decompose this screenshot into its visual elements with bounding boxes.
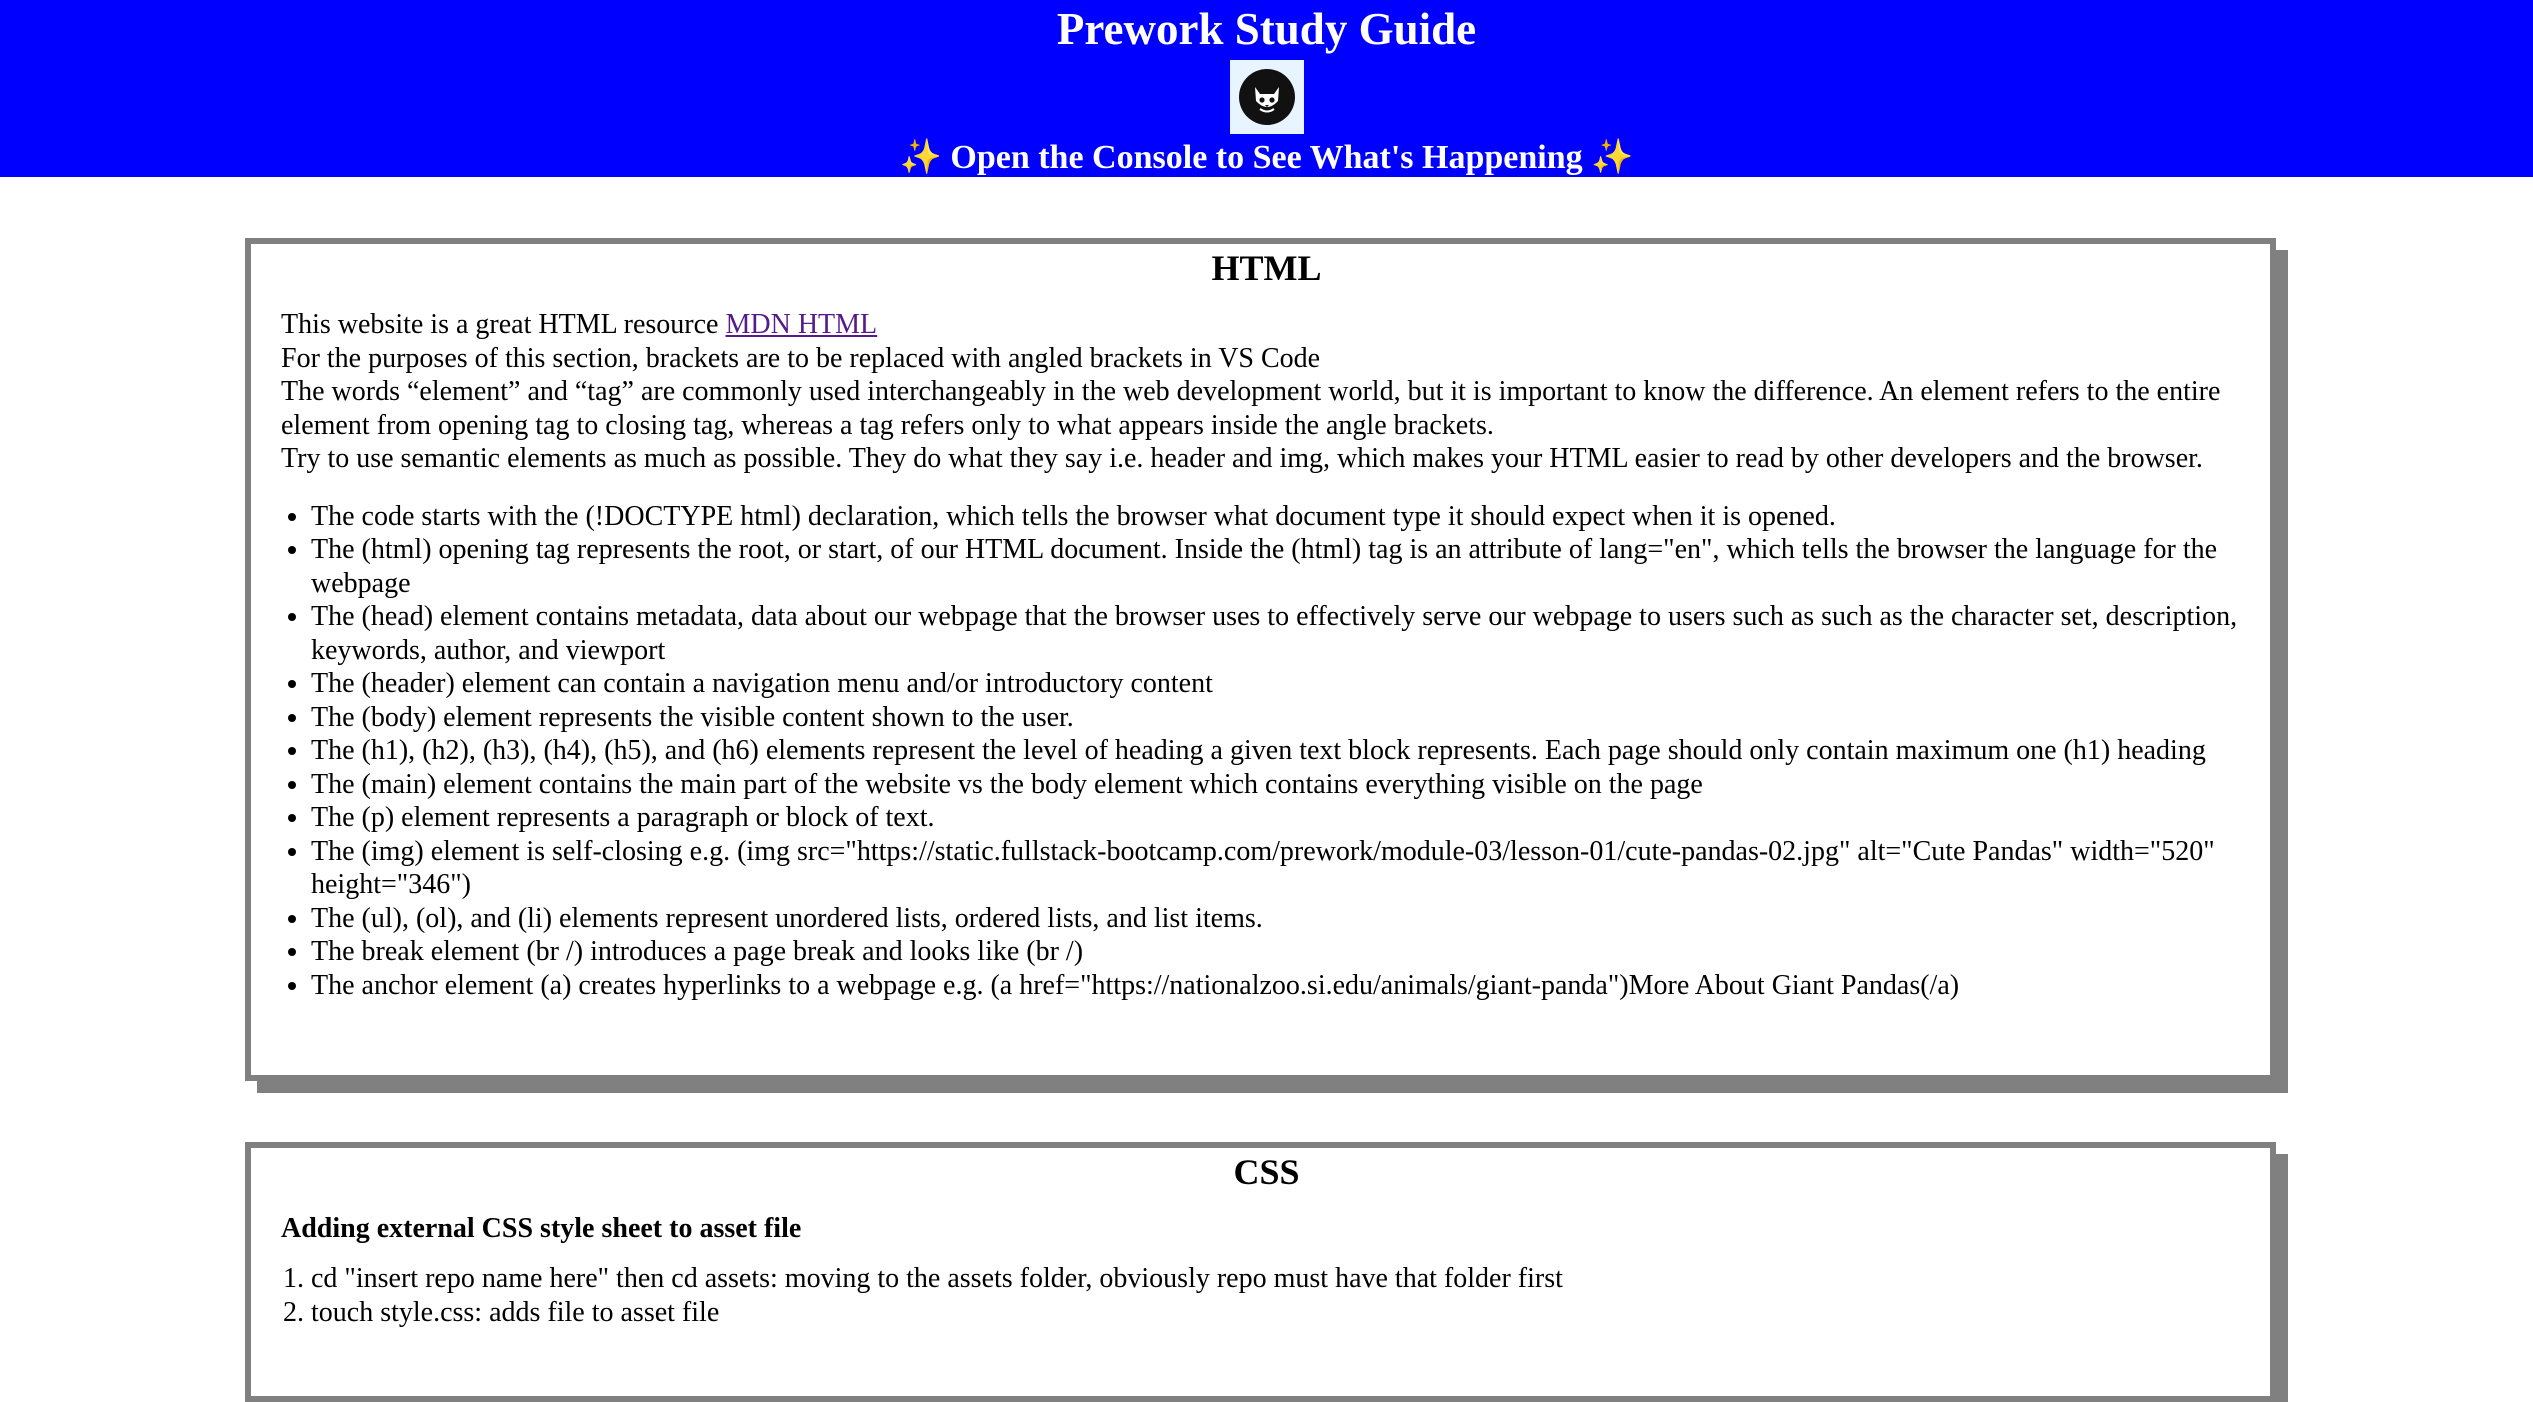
- html-paragraph: Try to use semantic elements as much as possible. They do what they say i.e. header and img, which makes your HTML easier to read by other developers and the browser.: [281, 443, 2203, 474]
- css-section: [245, 1142, 2276, 1402]
- list-item: • The (body) element represents the visible content shown to the user.: [311, 701, 2252, 735]
- html-section: [245, 238, 2276, 1081]
- sparkle-icon: ✨: [899, 139, 942, 176]
- logo: [1230, 60, 1304, 134]
- section-heading-css: CSS: [1233, 1152, 1300, 1192]
- sparkle-icon: ✨: [1591, 139, 1634, 176]
- html-intro: [281, 308, 2252, 342]
- subtitle-text: Open the Console to See What's Happening: [950, 139, 1583, 176]
- list-item: • The (img) element is self-closing e.g. (img src="https://static.fullstack-bootcamp.com/prework/module-03/lesson-01/cute-pandas-02.jpg" alt="Cute Pandas" width="520" height="346"): [311, 835, 2252, 902]
- list-item: 2. touch style.css: adds file to asset file: [311, 1296, 2252, 1330]
- list-item: • The (h1), (h2), (h3), (h4), (h5), and (h6) elements represent the level of heading a given text block represents. Each page should only contain maximum one (h1) heading: [311, 734, 2252, 768]
- section-heading-html: HTML: [1211, 248, 1322, 288]
- list-item: • The (main) element contains the main part of the website vs the body element which contains everything visible on the page: [311, 768, 2252, 802]
- html-notes-list: [281, 500, 2252, 1003]
- list-item: • The anchor element (a) creates hyperlinks to a webpage e.g. (a href="https://nationalzoo.si.edu/animals/giant-panda")More About Giant Pandas(/a): [311, 969, 2252, 1003]
- cat-logo-icon: [1239, 69, 1295, 125]
- page-title: Prework Study Guide: [1056, 4, 1477, 54]
- list-item: • The (head) element contains metadata, data about our webpage that the browser uses to effectively serve our webpage to users such as such as the character set, description, keywords, author, and viewport: [311, 600, 2252, 667]
- page-header: [0, 0, 2533, 177]
- list-item: 1. cd "insert repo name here" then cd assets: moving to the assets folder, obviously repo must have that folder first: [311, 1262, 2252, 1296]
- list-item: • The code starts with the (!DOCTYPE html) declaration, which tells the browser what document type it should expect when it is opened.: [311, 500, 2252, 534]
- list-item: • The (ul), (ol), and (li) elements represent unordered lists, ordered lists, and list items.: [311, 902, 2252, 936]
- css-subheading: Adding external CSS style sheet to asset file: [281, 1213, 802, 1244]
- list-item: • The (p) element represents a paragraph or block of text.: [311, 801, 2252, 835]
- css-steps-list: [281, 1262, 2252, 1329]
- list-item: • The (html) opening tag represents the root, or start, of our HTML document. Inside the (html) tag is an attribute of lang="en", which tells the browser the language for the webpage: [311, 533, 2252, 600]
- html-intro-text: This website is a great HTML resource: [281, 309, 726, 340]
- html-paragraph: For the purposes of this section, brackets are to be replaced with angled brackets in VS Code: [281, 342, 1321, 374]
- subtitle: [0, 138, 2533, 178]
- html-paragraph: The words “element” and “tag” are commonly used interchangeably in the web development world, but it is important to know the difference. An element refers to the entire element from opening tag to closing tag, whereas a tag refers only to what appears inside the angle brackets.: [281, 376, 2221, 441]
- list-item: • The (header) element can contain a navigation menu and/or introductory content: [311, 667, 2252, 701]
- list-item: • The break element (br /) introduces a page break and looks like (br /): [311, 935, 2252, 969]
- mdn-html-link[interactable]: MDN HTML: [725, 309, 878, 340]
